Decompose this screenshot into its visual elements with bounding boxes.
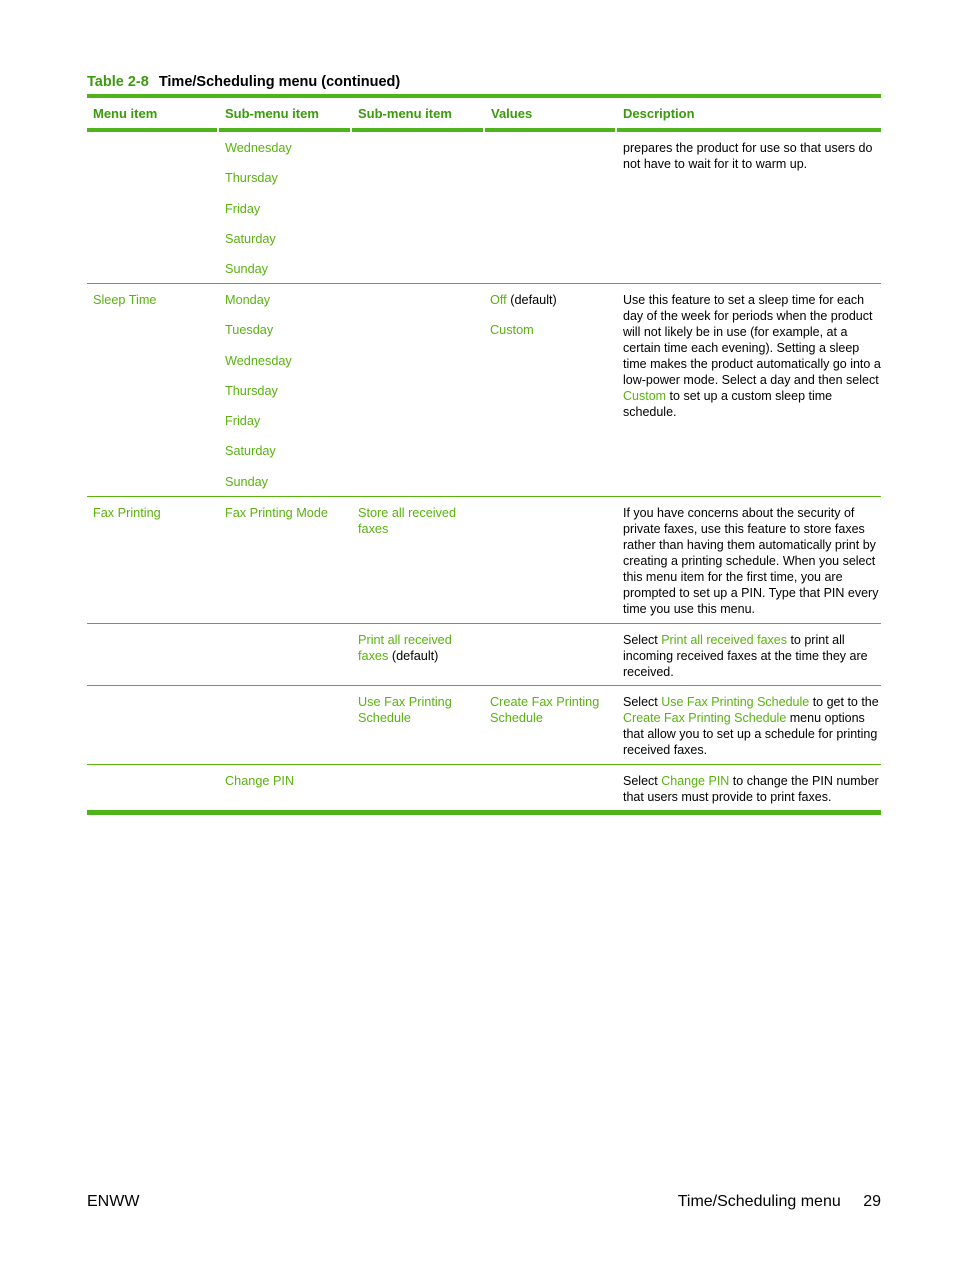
menu-item-sleep-time: Sleep Time xyxy=(93,293,157,307)
menu-table xyxy=(87,94,881,815)
table-row xyxy=(87,765,881,810)
table-row xyxy=(87,497,881,624)
sub-menu-print-all xyxy=(352,632,485,664)
sub-menu-fax-printing-mode: Fax Printing Mode xyxy=(225,506,328,520)
day-item: Thursday xyxy=(225,383,278,398)
table-row xyxy=(87,132,881,284)
desc-text: Select xyxy=(623,633,662,647)
day-item: Monday xyxy=(225,293,271,307)
value-create-schedule: Create Fax Printing Schedule xyxy=(490,695,600,725)
table-title: Time/Scheduling menu (continued) xyxy=(158,74,401,90)
menu-item-fax-printing: Fax Printing xyxy=(93,506,161,520)
desc-link-custom: Custom xyxy=(623,389,667,403)
sub-menu-days xyxy=(219,292,352,504)
footer-section: Time/Scheduling menu xyxy=(677,1193,841,1210)
desc-text: to print all incoming received faxes at the time they are received. xyxy=(623,633,868,679)
print-all-label: Print all received faxes xyxy=(358,633,452,663)
description: prepares the product for use so that users do not have to wait for it to warm up. xyxy=(623,141,873,171)
day-item: Friday xyxy=(225,414,261,429)
default-note: (default) xyxy=(388,649,439,663)
value-custom: Custom xyxy=(490,323,534,338)
table-row xyxy=(87,624,881,686)
table-header xyxy=(87,98,881,128)
desc-text: to set up a custom sleep time schedule. xyxy=(623,389,833,419)
day-item: Wednesday xyxy=(225,353,292,368)
day-item: Sunday xyxy=(225,474,269,489)
table-row xyxy=(87,284,881,497)
sub-menu-days xyxy=(219,140,352,291)
desc-link: Create Fax Printing Schedule xyxy=(623,711,787,725)
desc-text: Use this feature to set a sleep time for each day of the week for periods when the product will not likely be in use (for example, at a certain time each evening). Setting a sleep time makes the product automatically go into a low-power mode. Select a day and then select xyxy=(623,293,881,387)
table-row xyxy=(87,686,881,765)
desc-text: to get to the xyxy=(809,695,879,709)
value-off xyxy=(490,292,617,322)
day-item: Sunday xyxy=(225,262,269,277)
header-values: Values xyxy=(491,105,533,121)
desc-link: Print all received faxes xyxy=(661,633,787,647)
page-number: 29 xyxy=(863,1193,881,1210)
description xyxy=(617,292,881,420)
footer-right xyxy=(678,1193,881,1211)
desc-text: to change the PIN number that users must provide to print faxes. xyxy=(623,774,879,804)
day-item: Saturday xyxy=(225,231,276,246)
values xyxy=(484,292,617,353)
header-sub-menu-item-1: Sub-menu item xyxy=(225,105,319,121)
table-caption xyxy=(87,74,400,90)
description: If you have concerns about the security of private faxes, use this feature to store faxes rather than having them automatically print by creating a printing schedule. When you select this menu item for the first time, you are prompted to set up a PIN. Type that PIN every time you use this menu. xyxy=(623,506,879,616)
value-default-note: (default) xyxy=(506,293,557,307)
day-item: Tuesday xyxy=(225,323,274,338)
table-number: Table 2-8 xyxy=(87,74,149,90)
description xyxy=(617,773,881,805)
desc-link: Change PIN xyxy=(661,774,730,788)
sub-menu-store-all: Store all received faxes xyxy=(358,506,457,536)
day-item: Friday xyxy=(225,201,261,216)
header-menu-item: Menu item xyxy=(93,105,158,121)
value-off-label: Off xyxy=(490,293,507,307)
description xyxy=(617,694,881,758)
description xyxy=(617,632,881,680)
day-item: Saturday xyxy=(225,444,276,459)
table-bottom-rule xyxy=(87,810,881,815)
footer-left: ENWW xyxy=(87,1193,140,1210)
desc-text: menu options that allow you to set up a schedule for printing received faxes. xyxy=(623,711,878,757)
desc-text: Select xyxy=(623,695,662,709)
sub-menu-change-pin: Change PIN xyxy=(225,774,295,788)
header-description: Description xyxy=(623,105,695,121)
day-item: Wednesday xyxy=(225,141,292,155)
day-item: Thursday xyxy=(225,171,278,186)
desc-text: Select xyxy=(623,774,662,788)
header-sub-menu-item-2: Sub-menu item xyxy=(358,105,452,121)
desc-link: Use Fax Printing Schedule xyxy=(661,695,810,709)
sub-menu-use-schedule: Use Fax Printing Schedule xyxy=(358,695,452,725)
